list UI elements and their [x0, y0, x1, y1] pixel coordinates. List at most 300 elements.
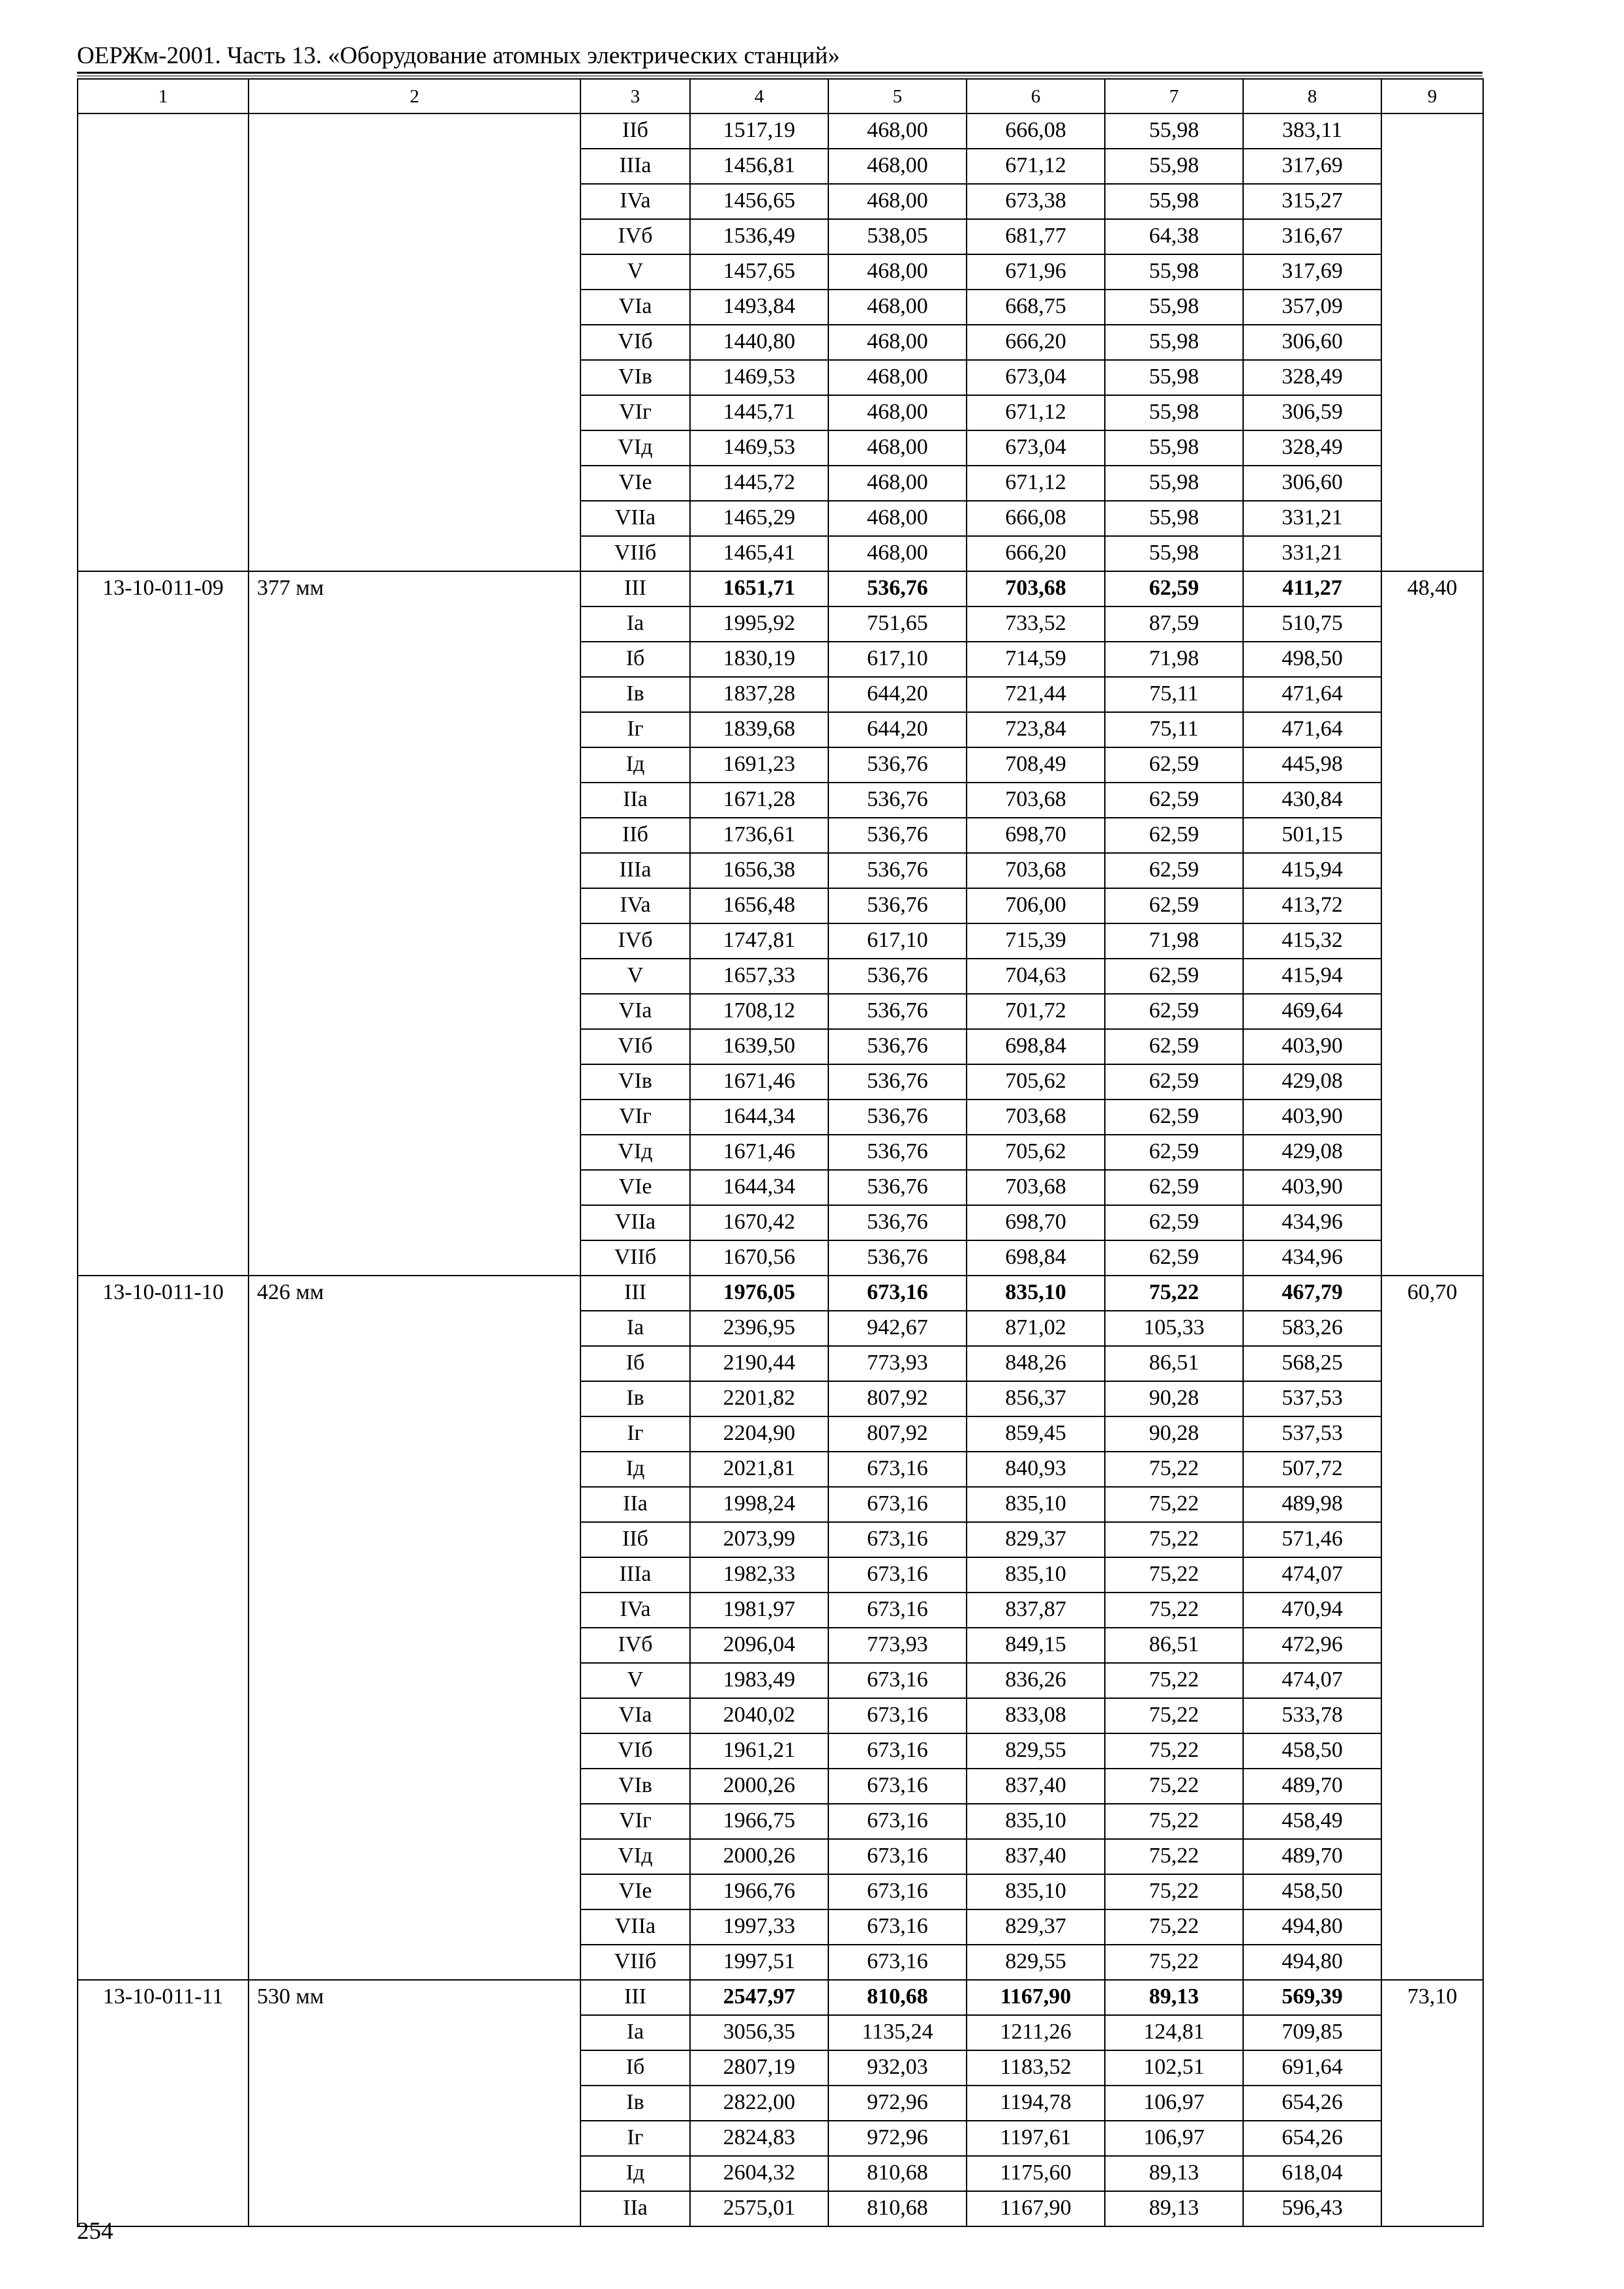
value-cell: 2073,99	[690, 1522, 828, 1557]
value-cell: 1456,65	[690, 184, 828, 219]
value-cell: 383,11	[1243, 113, 1381, 149]
value-cell: 62,59	[1105, 888, 1243, 923]
zone-cell: III	[580, 571, 690, 606]
value-cell: 673,16	[828, 1909, 967, 1945]
value-cell: 468,00	[828, 325, 967, 360]
value-cell: 807,92	[828, 1381, 967, 1416]
value-cell: 708,49	[967, 747, 1105, 783]
value-cell: 833,08	[967, 1698, 1105, 1733]
value-cell: 75,22	[1105, 1945, 1243, 1980]
zone-cell: Iд	[580, 1452, 690, 1487]
value-cell: 536,76	[828, 994, 967, 1029]
value-cell: 3056,35	[690, 2015, 828, 2050]
value-cell: 507,72	[1243, 1452, 1381, 1487]
zone-cell: Iб	[580, 642, 690, 677]
value-cell: 2575,01	[690, 2191, 828, 2226]
value-cell: 1445,72	[690, 466, 828, 501]
value-cell: 536,76	[828, 1064, 967, 1100]
value-cell: 673,38	[967, 184, 1105, 219]
value-cell: 306,60	[1243, 466, 1381, 501]
value-cell: 701,72	[967, 994, 1105, 1029]
zone-cell: V	[580, 1663, 690, 1698]
value-cell: 673,16	[828, 1945, 967, 1980]
zone-cell: Iг	[580, 712, 690, 747]
value-cell: 673,16	[828, 1698, 967, 1733]
value-cell: 62,59	[1105, 1205, 1243, 1240]
value-cell: 1983,49	[690, 1663, 828, 1698]
value-cell: 62,59	[1105, 1029, 1243, 1064]
value-cell: 411,27	[1243, 571, 1381, 606]
table-row	[78, 571, 1483, 606]
value-cell: 1981,97	[690, 1593, 828, 1628]
column-header-row	[78, 79, 1483, 113]
zone-cell: V	[580, 959, 690, 994]
value-cell: 538,05	[828, 219, 967, 254]
value-cell: 62,59	[1105, 783, 1243, 818]
column-header: 8	[1243, 79, 1381, 113]
value-cell: 673,04	[967, 430, 1105, 466]
value-cell: 1961,21	[690, 1733, 828, 1769]
zone-cell: VIe	[580, 466, 690, 501]
value-cell: 703,68	[967, 853, 1105, 888]
value-cell: 723,84	[967, 712, 1105, 747]
value-cell: 671,96	[967, 254, 1105, 290]
value-cell: 644,20	[828, 712, 967, 747]
value-cell: 1445,71	[690, 395, 828, 430]
value-cell: 468,00	[828, 184, 967, 219]
value-cell: 430,84	[1243, 783, 1381, 818]
value-cell: 1644,34	[690, 1170, 828, 1205]
value-cell: 62,59	[1105, 1064, 1243, 1100]
value-cell: 498,50	[1243, 642, 1381, 677]
value-cell: 2396,95	[690, 1311, 828, 1346]
value-cell: 751,65	[828, 606, 967, 642]
value-cell: 618,04	[1243, 2156, 1381, 2191]
table-row	[78, 1276, 1483, 1311]
value-cell: 468,00	[828, 254, 967, 290]
value-cell: 55,98	[1105, 149, 1243, 184]
value-cell: 1830,19	[690, 642, 828, 677]
value-cell: 668,75	[967, 290, 1105, 325]
value-cell: 704,63	[967, 959, 1105, 994]
zone-cell: Ia	[580, 2015, 690, 2050]
value-cell: 1839,68	[690, 712, 828, 747]
value-cell: 62,59	[1105, 1100, 1243, 1135]
value-cell: 703,68	[967, 783, 1105, 818]
column-header: 9	[1381, 79, 1483, 113]
value-cell: 328,49	[1243, 430, 1381, 466]
value-cell: 357,09	[1243, 290, 1381, 325]
value-cell: 468,00	[828, 466, 967, 501]
zone-cell: Iв	[580, 2086, 690, 2121]
value-cell: 1167,90	[967, 1980, 1105, 2015]
value-cell: 403,90	[1243, 1100, 1381, 1135]
value-cell: 705,62	[967, 1064, 1105, 1100]
value-cell: 64,38	[1105, 219, 1243, 254]
value-cell: 489,70	[1243, 1839, 1381, 1874]
value-cell: 536,76	[828, 853, 967, 888]
col9-cell	[1381, 113, 1483, 571]
value-cell: 106,97	[1105, 2086, 1243, 2121]
value-cell: 124,81	[1105, 2015, 1243, 2050]
value-cell: 415,94	[1243, 959, 1381, 994]
value-cell: 62,59	[1105, 818, 1243, 853]
value-cell: 617,10	[828, 642, 967, 677]
value-cell: 494,80	[1243, 1909, 1381, 1945]
col9-cell: 73,10	[1381, 1980, 1483, 2226]
value-cell: 75,22	[1105, 1276, 1243, 1311]
zone-cell: IVб	[580, 219, 690, 254]
zone-cell: VIд	[580, 1839, 690, 1874]
value-cell: 331,21	[1243, 536, 1381, 571]
value-cell: 468,00	[828, 501, 967, 536]
value-cell: 71,98	[1105, 923, 1243, 959]
zone-cell: Iг	[580, 1416, 690, 1452]
value-cell: 468,00	[828, 536, 967, 571]
column-header: 5	[828, 79, 967, 113]
value-cell: 474,07	[1243, 1663, 1381, 1698]
value-cell: 2201,82	[690, 1381, 828, 1416]
value-cell: 583,26	[1243, 1311, 1381, 1346]
zone-cell: VIг	[580, 1804, 690, 1839]
value-cell: 1691,23	[690, 747, 828, 783]
value-cell: 666,08	[967, 113, 1105, 149]
zone-cell: VIг	[580, 1100, 690, 1135]
zone-cell: VIв	[580, 360, 690, 395]
value-cell: 75,22	[1105, 1804, 1243, 1839]
value-cell: 415,32	[1243, 923, 1381, 959]
value-cell: 810,68	[828, 1980, 967, 2015]
value-cell: 55,98	[1105, 254, 1243, 290]
value-cell: 75,22	[1105, 1874, 1243, 1909]
zone-cell: VIIб	[580, 1240, 690, 1276]
value-cell: 644,20	[828, 677, 967, 712]
value-cell: 429,08	[1243, 1135, 1381, 1170]
value-cell: 90,28	[1105, 1416, 1243, 1452]
value-cell: 62,59	[1105, 747, 1243, 783]
zone-cell: VIa	[580, 290, 690, 325]
value-cell: 1183,52	[967, 2050, 1105, 2086]
value-cell: 673,16	[828, 1874, 967, 1909]
value-cell: 2547,97	[690, 1980, 828, 2015]
value-cell: 673,16	[828, 1839, 967, 1874]
value-cell: 71,98	[1105, 642, 1243, 677]
value-cell: 2807,19	[690, 2050, 828, 2086]
zone-cell: Iв	[580, 1381, 690, 1416]
value-cell: 871,02	[967, 1311, 1105, 1346]
value-cell: 75,22	[1105, 1593, 1243, 1628]
value-cell: 434,96	[1243, 1205, 1381, 1240]
value-cell: 569,39	[1243, 1980, 1381, 2015]
zone-cell: VIIб	[580, 1945, 690, 1980]
value-cell: 62,59	[1105, 959, 1243, 994]
value-cell: 468,00	[828, 149, 967, 184]
value-cell: 673,16	[828, 1487, 967, 1522]
zone-cell: VIб	[580, 1733, 690, 1769]
zone-cell: IIIa	[580, 149, 690, 184]
zone-cell: VIa	[580, 1698, 690, 1733]
value-cell: 429,08	[1243, 1064, 1381, 1100]
zone-cell: IIa	[580, 1487, 690, 1522]
value-cell: 1456,81	[690, 149, 828, 184]
value-cell: 55,98	[1105, 395, 1243, 430]
page-header: ОЕРЖм-2001. Часть 13. «Оборудование атомных электрических станций»	[77, 42, 840, 69]
value-cell: 1135,24	[828, 2015, 967, 2050]
value-cell: 536,76	[828, 571, 967, 606]
value-cell: 773,93	[828, 1628, 967, 1663]
value-cell: 536,76	[828, 1205, 967, 1240]
value-cell: 536,76	[828, 1100, 967, 1135]
zone-cell: Ia	[580, 1311, 690, 1346]
value-cell: 55,98	[1105, 360, 1243, 395]
zone-cell: IIa	[580, 2191, 690, 2226]
value-cell: 810,68	[828, 2156, 967, 2191]
zone-cell: Iг	[580, 2121, 690, 2156]
zone-cell: VIIб	[580, 536, 690, 571]
value-cell: 733,52	[967, 606, 1105, 642]
value-cell: 1517,19	[690, 113, 828, 149]
value-cell: 654,26	[1243, 2121, 1381, 2156]
value-cell: 1747,81	[690, 923, 828, 959]
value-cell: 673,16	[828, 1593, 967, 1628]
value-cell: 1175,60	[967, 2156, 1105, 2191]
zone-cell: Iв	[580, 677, 690, 712]
value-cell: 673,16	[828, 1733, 967, 1769]
value-cell: 403,90	[1243, 1170, 1381, 1205]
column-header: 2	[248, 79, 580, 113]
zone-cell: IIб	[580, 1522, 690, 1557]
value-cell: 1167,90	[967, 2191, 1105, 2226]
value-cell: 856,37	[967, 1381, 1105, 1416]
value-cell: 89,13	[1105, 2156, 1243, 2191]
zone-cell: IVa	[580, 184, 690, 219]
value-cell: 1982,33	[690, 1557, 828, 1593]
zone-cell: VIIa	[580, 1205, 690, 1240]
value-cell: 698,70	[967, 818, 1105, 853]
value-cell: 470,94	[1243, 1593, 1381, 1628]
value-cell: 89,13	[1105, 2191, 1243, 2226]
zone-cell: Iд	[580, 747, 690, 783]
value-cell: 942,67	[828, 1311, 967, 1346]
value-cell: 1670,56	[690, 1240, 828, 1276]
value-cell: 533,78	[1243, 1698, 1381, 1733]
value-cell: 849,15	[967, 1628, 1105, 1663]
zone-cell: IIa	[580, 783, 690, 818]
zone-cell: IVa	[580, 888, 690, 923]
value-cell: 331,21	[1243, 501, 1381, 536]
value-cell: 75,22	[1105, 1557, 1243, 1593]
value-cell: 489,98	[1243, 1487, 1381, 1522]
diameter-cell	[248, 113, 580, 571]
value-cell: 666,20	[967, 325, 1105, 360]
page-number: 254	[77, 2218, 113, 2245]
value-cell: 106,97	[1105, 2121, 1243, 2156]
value-cell: 671,12	[967, 395, 1105, 430]
value-cell: 835,10	[967, 1874, 1105, 1909]
value-cell: 1197,61	[967, 2121, 1105, 2156]
value-cell: 86,51	[1105, 1346, 1243, 1381]
zone-cell: Iб	[580, 2050, 690, 2086]
value-cell: 1657,33	[690, 959, 828, 994]
value-cell: 1656,48	[690, 888, 828, 923]
value-cell: 62,59	[1105, 571, 1243, 606]
price-table	[77, 78, 1484, 2227]
value-cell: 705,62	[967, 1135, 1105, 1170]
zone-cell: III	[580, 1980, 690, 2015]
value-cell: 671,12	[967, 149, 1105, 184]
value-cell: 706,00	[967, 888, 1105, 923]
value-cell: 673,16	[828, 1769, 967, 1804]
value-cell: 75,22	[1105, 1733, 1243, 1769]
value-cell: 315,27	[1243, 184, 1381, 219]
value-cell: 2822,00	[690, 2086, 828, 2121]
zone-cell: VIд	[580, 1135, 690, 1170]
value-cell: 536,76	[828, 1135, 967, 1170]
value-cell: 90,28	[1105, 1381, 1243, 1416]
value-cell: 1837,28	[690, 677, 828, 712]
value-cell: 810,68	[828, 2191, 967, 2226]
value-cell: 445,98	[1243, 747, 1381, 783]
value-cell: 55,98	[1105, 536, 1243, 571]
column-header: 1	[78, 79, 248, 113]
zone-cell: IIIa	[580, 1557, 690, 1593]
zone-cell: V	[580, 254, 690, 290]
value-cell: 458,50	[1243, 1733, 1381, 1769]
value-cell: 703,68	[967, 1170, 1105, 1205]
value-cell: 510,75	[1243, 606, 1381, 642]
value-cell: 536,76	[828, 959, 967, 994]
value-cell: 709,85	[1243, 2015, 1381, 2050]
value-cell: 859,45	[967, 1416, 1105, 1452]
value-cell: 468,00	[828, 395, 967, 430]
value-cell: 536,76	[828, 1170, 967, 1205]
value-cell: 328,49	[1243, 360, 1381, 395]
value-cell: 536,76	[828, 747, 967, 783]
value-cell: 1465,41	[690, 536, 828, 571]
value-cell: 1966,76	[690, 1874, 828, 1909]
value-cell: 1995,92	[690, 606, 828, 642]
zone-cell: IVб	[580, 1628, 690, 1663]
zone-cell: VIIa	[580, 1909, 690, 1945]
value-cell: 1708,12	[690, 994, 828, 1029]
value-cell: 2824,83	[690, 2121, 828, 2156]
rate-code-cell	[78, 113, 248, 571]
zone-cell: IVa	[580, 1593, 690, 1628]
value-cell: 494,80	[1243, 1945, 1381, 1980]
value-cell: 673,16	[828, 1663, 967, 1698]
value-cell: 666,08	[967, 501, 1105, 536]
value-cell: 62,59	[1105, 994, 1243, 1029]
value-cell: 2190,44	[690, 1346, 828, 1381]
value-cell: 568,25	[1243, 1346, 1381, 1381]
value-cell: 681,77	[967, 219, 1105, 254]
value-cell: 698,84	[967, 1240, 1105, 1276]
header-rule	[77, 72, 1482, 74]
value-cell: 55,98	[1105, 113, 1243, 149]
diameter-cell: 426 мм	[248, 1276, 580, 1980]
value-cell: 932,03	[828, 2050, 967, 2086]
value-cell: 75,22	[1105, 1522, 1243, 1557]
value-cell: 75,11	[1105, 677, 1243, 712]
value-cell: 413,72	[1243, 888, 1381, 923]
value-cell: 75,22	[1105, 1839, 1243, 1874]
value-cell: 536,76	[828, 1029, 967, 1064]
value-cell: 1457,65	[690, 254, 828, 290]
value-cell: 55,98	[1105, 184, 1243, 219]
value-cell: 1469,53	[690, 430, 828, 466]
value-cell: 471,64	[1243, 712, 1381, 747]
value-cell: 75,22	[1105, 1663, 1243, 1698]
value-cell: 835,10	[967, 1557, 1105, 1593]
value-cell: 1997,33	[690, 1909, 828, 1945]
value-cell: 75,22	[1105, 1487, 1243, 1522]
zone-cell: VIIa	[580, 501, 690, 536]
value-cell: 489,70	[1243, 1769, 1381, 1804]
value-cell: 55,98	[1105, 290, 1243, 325]
value-cell: 469,64	[1243, 994, 1381, 1029]
zone-cell: VIв	[580, 1769, 690, 1804]
value-cell: 1536,49	[690, 219, 828, 254]
value-cell: 55,98	[1105, 325, 1243, 360]
zone-cell: Iб	[580, 1346, 690, 1381]
zone-cell: III	[580, 1276, 690, 1311]
value-cell: 55,98	[1105, 501, 1243, 536]
value-cell: 75,22	[1105, 1909, 1243, 1945]
value-cell: 1194,78	[967, 2086, 1105, 2121]
value-cell: 835,10	[967, 1804, 1105, 1839]
col9-cell: 48,40	[1381, 571, 1483, 1276]
value-cell: 87,59	[1105, 606, 1243, 642]
value-cell: 1644,34	[690, 1100, 828, 1135]
value-cell: 972,96	[828, 2121, 967, 2156]
value-cell: 2000,26	[690, 1839, 828, 1874]
value-cell: 1670,42	[690, 1205, 828, 1240]
value-cell: 62,59	[1105, 1170, 1243, 1205]
value-cell: 837,40	[967, 1769, 1105, 1804]
table-row	[78, 113, 1483, 149]
zone-cell: IIIa	[580, 853, 690, 888]
value-cell: 673,04	[967, 360, 1105, 395]
value-cell: 536,76	[828, 1240, 967, 1276]
value-cell: 415,94	[1243, 853, 1381, 888]
zone-cell: VIe	[580, 1170, 690, 1205]
zone-cell: Ia	[580, 606, 690, 642]
zone-cell: IIб	[580, 818, 690, 853]
zone-cell: VIe	[580, 1874, 690, 1909]
value-cell: 458,49	[1243, 1804, 1381, 1839]
table-row	[78, 1980, 1483, 2015]
zone-cell: Iд	[580, 2156, 690, 2191]
value-cell: 773,93	[828, 1346, 967, 1381]
value-cell: 2604,32	[690, 2156, 828, 2191]
value-cell: 1671,28	[690, 783, 828, 818]
value-cell: 75,22	[1105, 1452, 1243, 1487]
value-cell: 537,53	[1243, 1381, 1381, 1416]
zone-cell: VIб	[580, 1029, 690, 1064]
value-cell: 673,16	[828, 1557, 967, 1593]
value-cell: 316,67	[1243, 219, 1381, 254]
value-cell: 715,39	[967, 923, 1105, 959]
value-cell: 829,37	[967, 1522, 1105, 1557]
col9-cell: 60,70	[1381, 1276, 1483, 1980]
value-cell: 837,40	[967, 1839, 1105, 1874]
value-cell: 1656,38	[690, 853, 828, 888]
value-cell: 501,15	[1243, 818, 1381, 853]
value-cell: 55,98	[1105, 430, 1243, 466]
value-cell: 666,20	[967, 536, 1105, 571]
value-cell: 703,68	[967, 1100, 1105, 1135]
value-cell: 1465,29	[690, 501, 828, 536]
